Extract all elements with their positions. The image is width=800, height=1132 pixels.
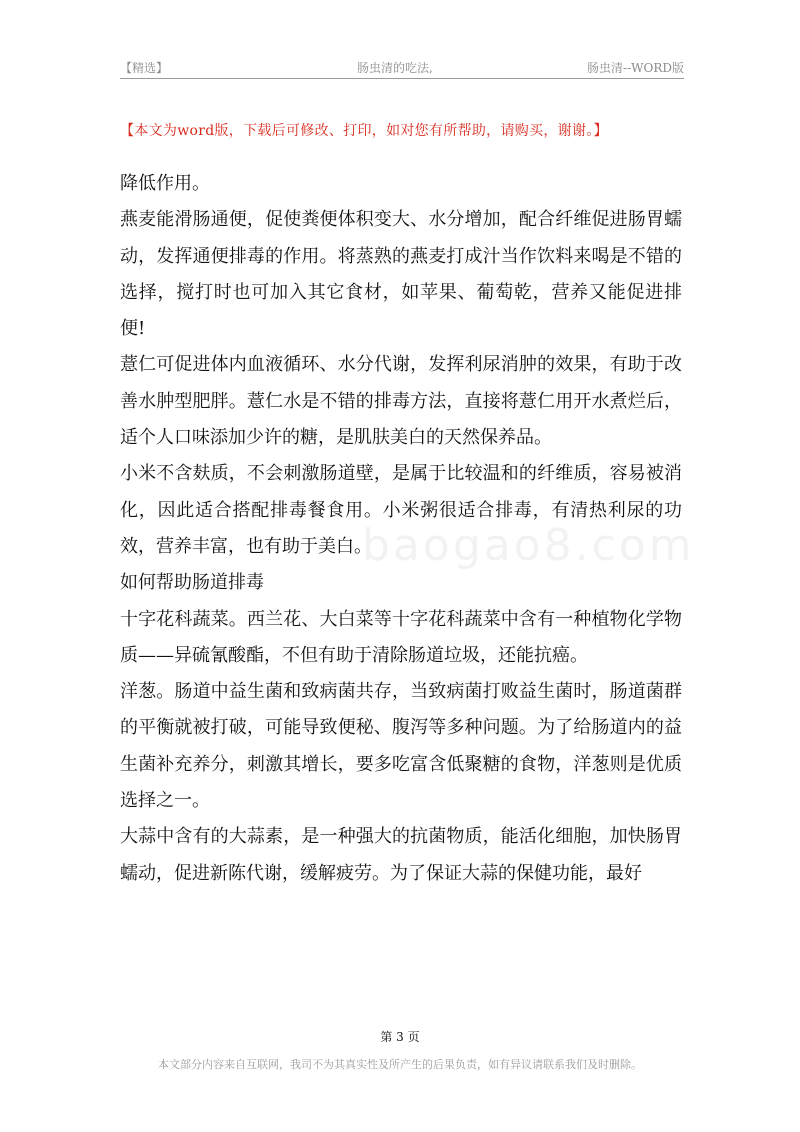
paragraph: 小米不含麸质，不会刺激肠道壁，是属于比较温和的纤维质，容易被消化，因此适合搭配排毒餐食用。小米粥很适合排毒，有清热利尿的功效，营养丰富，也有助于美白。: [120, 463, 682, 557]
page-number: 第 3 页: [380, 1030, 420, 1044]
paragraph: 降低作用。: [120, 173, 210, 194]
watermark: baogao8.com: [362, 520, 695, 571]
header-right-label: 肠虫清--WORD版: [587, 61, 684, 75]
paragraph: 洋葱。肠道中益生菌和致病菌共存，当致病菌打败益生菌时，肠道菌群的平衡就被打破，可能导致便秘、腹泻等多种问题。为了给肠道内的益生菌补充养分，刺激其增长，要多吃富含低聚糖的食物，洋葱则是优质选择之一。: [120, 681, 682, 812]
header-center-title: 肠虫清的吃法,: [357, 61, 433, 75]
footer-disclaimer: 本文部分内容来自互联网，我司不为其真实性及所产生的后果负责，如有异议请联系我们及时删除。: [158, 1058, 642, 1071]
paragraph: 十字花科蔬菜。西兰花、大白菜等十字花科蔬菜中含有一种植物化学物质——异硫氰酸酯，不但有助于清除肠道垃圾，还能抗癌。: [120, 608, 682, 666]
header-left-label: 【精选】: [120, 61, 169, 75]
section-heading: 如何帮助肠道排毒: [120, 572, 264, 594]
download-notice: 【本文为word版，下载后可修改、打印，如对您有所帮助，请购买，谢谢。】: [120, 123, 608, 139]
page-header: [120, 58, 684, 79]
body-content: [120, 166, 682, 892]
paragraph: 薏仁可促进体内血液循环、水分代谢，发挥利尿消肿的效果，有助于改善水肿型肥胖。薏仁水是不错的排毒方法，直接将薏仁用开水煮烂后，适个人口味添加少许的糖，是肌肤美白的天然保养品。: [120, 354, 682, 449]
paragraph: 大蒜中含有的大蒜素，是一种强大的抗菌物质，能活化细胞，加快肠胃蠕动，促进新陈代谢，缓解疲劳。为了保证大蒜的保健功能，最好: [120, 826, 682, 884]
paragraph: 燕麦能滑肠通便，促使粪便体积变大、水分增加，配合纤维促进肠胃蠕动，发挥通便排毒的作用。将蒸熟的燕麦打成汁当作饮料来喝是不错的选择，搅打时也可加入其它食材，如苹果、葡萄乾，营养又能促进排便!: [120, 209, 682, 340]
